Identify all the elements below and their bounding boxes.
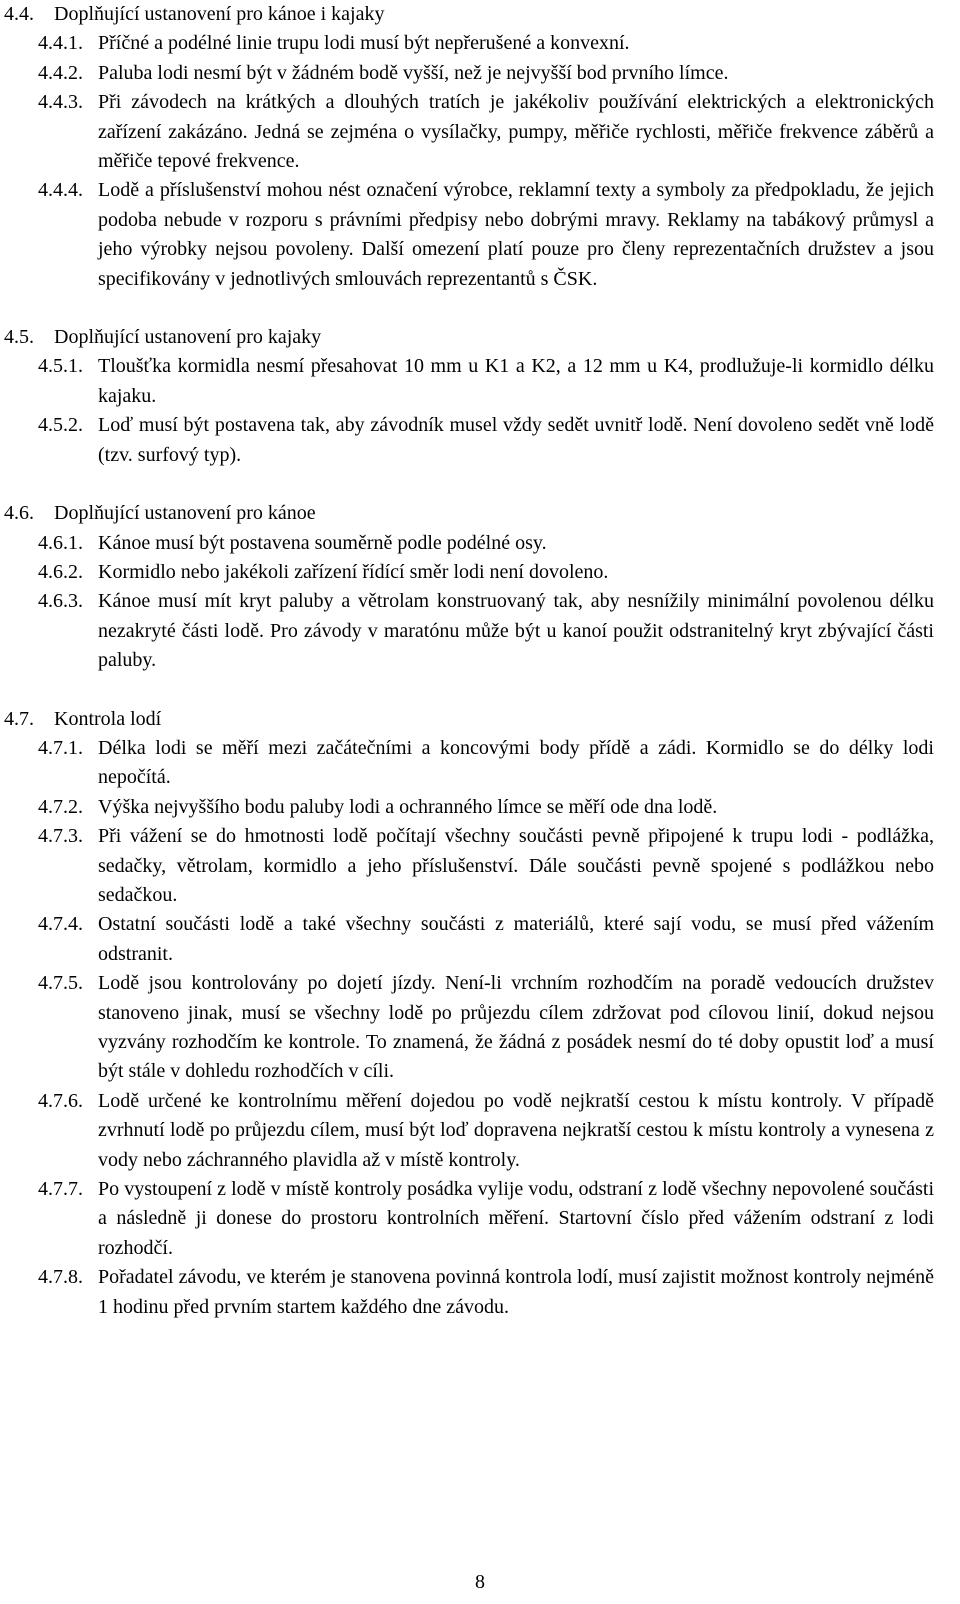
- clause-item: [4, 88, 934, 176]
- clause-number: 4.4.2.: [38, 61, 83, 84]
- clause-text: Kormidlo nebo jakékoli zařízení řídící směr lodi není dovoleno.: [98, 560, 609, 583]
- clause-item: [4, 969, 934, 1087]
- clause-number: 4.7.2.: [38, 795, 83, 818]
- clause-number: 4.4.3.: [38, 91, 83, 114]
- section-title: Doplňující ustanovení pro kánoe i kajaky: [54, 3, 385, 25]
- clause-text: Tloušťka kormidla nesmí přesahovat 10 mm u K1 a K2, a 12 mm u K4, prodlužuje-li kormidlo délku kajaku.: [98, 355, 934, 407]
- clause-text: Lodě a příslušenství mohou nést označení výrobce, reklamní texty a symboly za předpokladu, že jejich podoba nebude v rozporu s právními předpisy nebo dobrými mravy. Reklamy na tabákový průmysl a jeho výrobky nejsou povoleny. Další omezení platí pouze pro členy reprezentačních družstev a jsou specifikovány v jednotlivých smlouvách reprezentantů s ČSK.: [98, 179, 934, 290]
- clause-item: [4, 910, 934, 969]
- clause-item: [4, 352, 934, 411]
- section: [4, 705, 934, 1323]
- clause-number: 4.7.4.: [38, 913, 83, 936]
- clause-text: Výška nejvyššího bodu paluby lodi a ochranného límce se měří ode dna lodě.: [98, 795, 718, 818]
- clause-text: Při vážení se do hmotnosti lodě počítají všechny součásti pevně připojené k trupu lodi - podlážka, sedačky, větrolam, kormidlo a jeho příslušenství. Dále součásti pevně spojené s podlážkou nebo sedačkou.: [98, 825, 934, 906]
- section-title: Doplňující ustanovení pro kánoe: [54, 502, 316, 525]
- clause-text: Kánoe musí mít kryt paluby a větrolam konstruovaný tak, aby nesnížily minimální povolenou délku nezakryté části lodě. Pro závody v maratónu může být u kanoí použit odstranitelný kryt zbývající části paluby.: [98, 590, 934, 672]
- clause-number: 4.4.1.: [38, 32, 83, 55]
- section-title: Kontrola lodí: [54, 707, 162, 730]
- clause-number: 4.6.3.: [38, 590, 83, 613]
- clause-text: Délka lodi se měří mezi začátečními a koncovými body přídě a zádi. Kormidlo se do délky lodi nepočítá.: [98, 736, 934, 789]
- clause-item: [4, 734, 934, 793]
- section-heading: [4, 323, 934, 352]
- clause-item: [4, 793, 934, 822]
- clause-number: 4.7.6.: [38, 1089, 83, 1112]
- section: [4, 0, 934, 294]
- section-number: 4.4.: [4, 3, 34, 25]
- clause-item: [4, 29, 934, 58]
- clause-item: [4, 822, 934, 910]
- clause-text: Paluba lodi nesmí být v žádném bodě vyšší, než je nejvyšší bod prvního límce.: [98, 61, 729, 84]
- clause-number: 4.7.5.: [38, 972, 83, 995]
- section-title: Doplňující ustanovení pro kajaky: [54, 326, 322, 349]
- clause-item: [4, 1263, 934, 1322]
- clause-item: [4, 59, 934, 88]
- page-number: 8: [475, 1571, 485, 1593]
- document-body: [4, 0, 934, 1322]
- section-number: 4.7.: [4, 707, 34, 730]
- clause-number: 4.7.1.: [38, 736, 83, 759]
- clause-text: Pořadatel závodu, ve kterém je stanovena povinná kontrola lodí, musí zajistit možnost kontroly nejméně 1 hodinu před prvním startem každého dne závodu.: [98, 1266, 934, 1318]
- clause-number: 4.5.2.: [38, 414, 83, 437]
- clause-item: [4, 1087, 934, 1175]
- section-number: 4.6.: [4, 502, 34, 525]
- clause-number: 4.6.2.: [38, 560, 83, 583]
- clause-text: Lodě jsou kontrolovány po dojetí jízdy. Není-li vrchním rozhodčím na poradě vedoucích družstev stanoveno jinak, musí se všechny lodě po průjezdu cílem zdržovat pod cílovou linií, dokud nejsou vyzvány rozhodčím ke kontrole. To znamená, že žádná z posádek nesmí do té doby opustit loď a musí být stále v dohledu rozhodčích v cíli.: [98, 972, 934, 1083]
- clause-number: 4.5.1.: [38, 355, 83, 378]
- clause-number: 4.6.1.: [38, 531, 83, 554]
- clause-item: [4, 587, 934, 675]
- clause-text: Po vystoupení z lodě v místě kontroly posádka vylije vodu, odstraní z lodě všechny nepovolené součásti a následně ji donese do prostoru kontrolních měření. Startovní číslo před vážením odstraní z lodi rozhodčí.: [98, 1178, 934, 1259]
- clause-text: Loď musí být postavena tak, aby závodník musel vždy sedět uvnitř lodě. Není dovoleno sedět vně lodě (tzv. surfový typ).: [98, 414, 934, 466]
- clause-text: Kánoe musí být postavena souměrně podle podélné osy.: [98, 531, 547, 554]
- section: [4, 323, 934, 470]
- clause-text: Při závodech na krátkých a dlouhých tratích je jakékoliv používání elektrických a elektronických zařízení zakázáno. Jedná se zejména o vysílačky, pumpy, měřiče rychlosti, měřiče frekvence záběrů a měřiče tepové frekvence.: [98, 91, 934, 173]
- clause-number: 4.7.7.: [38, 1178, 83, 1201]
- clause-number: 4.7.3.: [38, 825, 83, 848]
- clause-item: [4, 411, 934, 470]
- section-heading: [4, 0, 934, 29]
- section: [4, 499, 934, 675]
- clause-item: [4, 176, 934, 294]
- clause-text: Lodě určené ke kontrolnímu měření dojedou po vodě nejkratší cestou k místu kontroly. V případě zvrhnutí lodě po průjezdu cílem, musí být loď dopravena nejkratší cestou k místu kontroly a vynesena z vody nebo záchranného plavidla až v místě kontroly.: [98, 1089, 934, 1171]
- clause-number: 4.4.4.: [38, 179, 83, 202]
- clause-item: [4, 529, 934, 558]
- section-heading: [4, 705, 934, 734]
- clause-text: Příčné a podélné linie trupu lodi musí být nepřerušené a konvexní.: [98, 32, 630, 55]
- section-heading: [4, 499, 934, 528]
- section-number: 4.5.: [4, 326, 34, 349]
- clause-item: [4, 1175, 934, 1263]
- clause-number: 4.7.8.: [38, 1266, 83, 1289]
- clause-text: Ostatní součásti lodě a také všechny součásti z materiálů, které sají vodu, se musí před vážením odstranit.: [98, 913, 934, 965]
- clause-item: [4, 558, 934, 587]
